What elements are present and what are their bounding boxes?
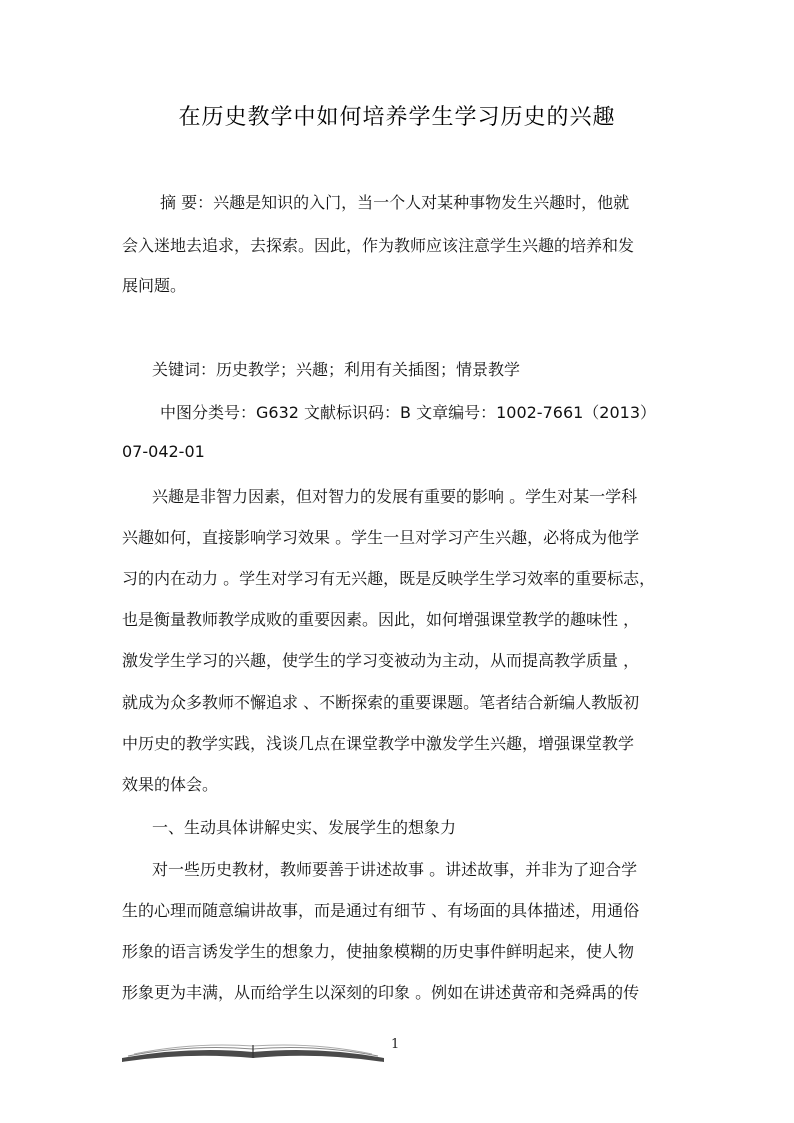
paragraph-line: 效果的体会。	[122, 775, 219, 794]
paragraph-line: 形象更为丰满，从而给学生以深刻的印象 。例如在讲述黄帝和尧舜禹的传	[122, 983, 640, 1002]
classification-line: 中图分类号：G632 文献标识码：B 文章编号：1002-7661（2013）	[160, 403, 657, 422]
paragraph-line: 兴趣是非智力因素，但对智力的发展有重要的影响 。学生对某一学科	[152, 487, 638, 506]
classification-line: 07-042-01	[122, 442, 205, 461]
paragraph-line: 兴趣如何，直接影响学习效果 。学生一旦对学习产生兴趣，必将成为他学	[122, 528, 640, 547]
paragraph-line: 习的内在动力 。学生对学习有无兴趣，既是反映学生学习效率的重要标志，	[122, 569, 656, 588]
paragraph-line: 生的心理而随意编讲故事，而是通过有细节 、有场面的具体描述，用通俗	[122, 901, 640, 920]
paragraph-line: 激发学生学习的兴趣，使学生的学习变被动为主动，从而提高教学质量 ，	[122, 651, 640, 670]
open-book-icon	[118, 1036, 388, 1066]
document-title: 在历史教学中如何培养学生学习历史的兴趣	[178, 105, 616, 130]
page-number: 1	[391, 1037, 400, 1052]
section-heading: 一、生动具体讲解史实、发展学生的想象力	[152, 818, 457, 837]
paragraph-line: 也是衡量教师教学成败的重要因素。因此，如何增强课堂教学的趣味性 ，	[122, 610, 640, 629]
paragraph-line: 就成为众多教师不懈追求 、不断探索的重要课题。笔者结合新编人教版初	[122, 693, 640, 712]
abstract-line: 摘 要：兴趣是知识的入门，当一个人对某种事物发生兴趣时，他就	[160, 193, 630, 212]
paragraph-line: 对一些历史教材，教师要善于讲述故事 。讲述故事，并非为了迎合学	[152, 860, 638, 879]
abstract-line: 会入迷地去追求，去探索。因此，作为教师应该注意学生兴趣的培养和发	[122, 236, 635, 255]
paragraph-line: 形象的语言诱发学生的想象力，使抽象模糊的历史事件鲜明起来，使人物	[122, 942, 635, 961]
keywords-line: 关键词：历史教学；兴趣；利用有关插图；情景教学	[152, 360, 521, 379]
paragraph-line: 中历史的教学实践，浅谈几点在课堂教学中激发学生兴趣，增强课堂教学	[122, 734, 635, 753]
abstract-line: 展问题。	[122, 276, 187, 295]
